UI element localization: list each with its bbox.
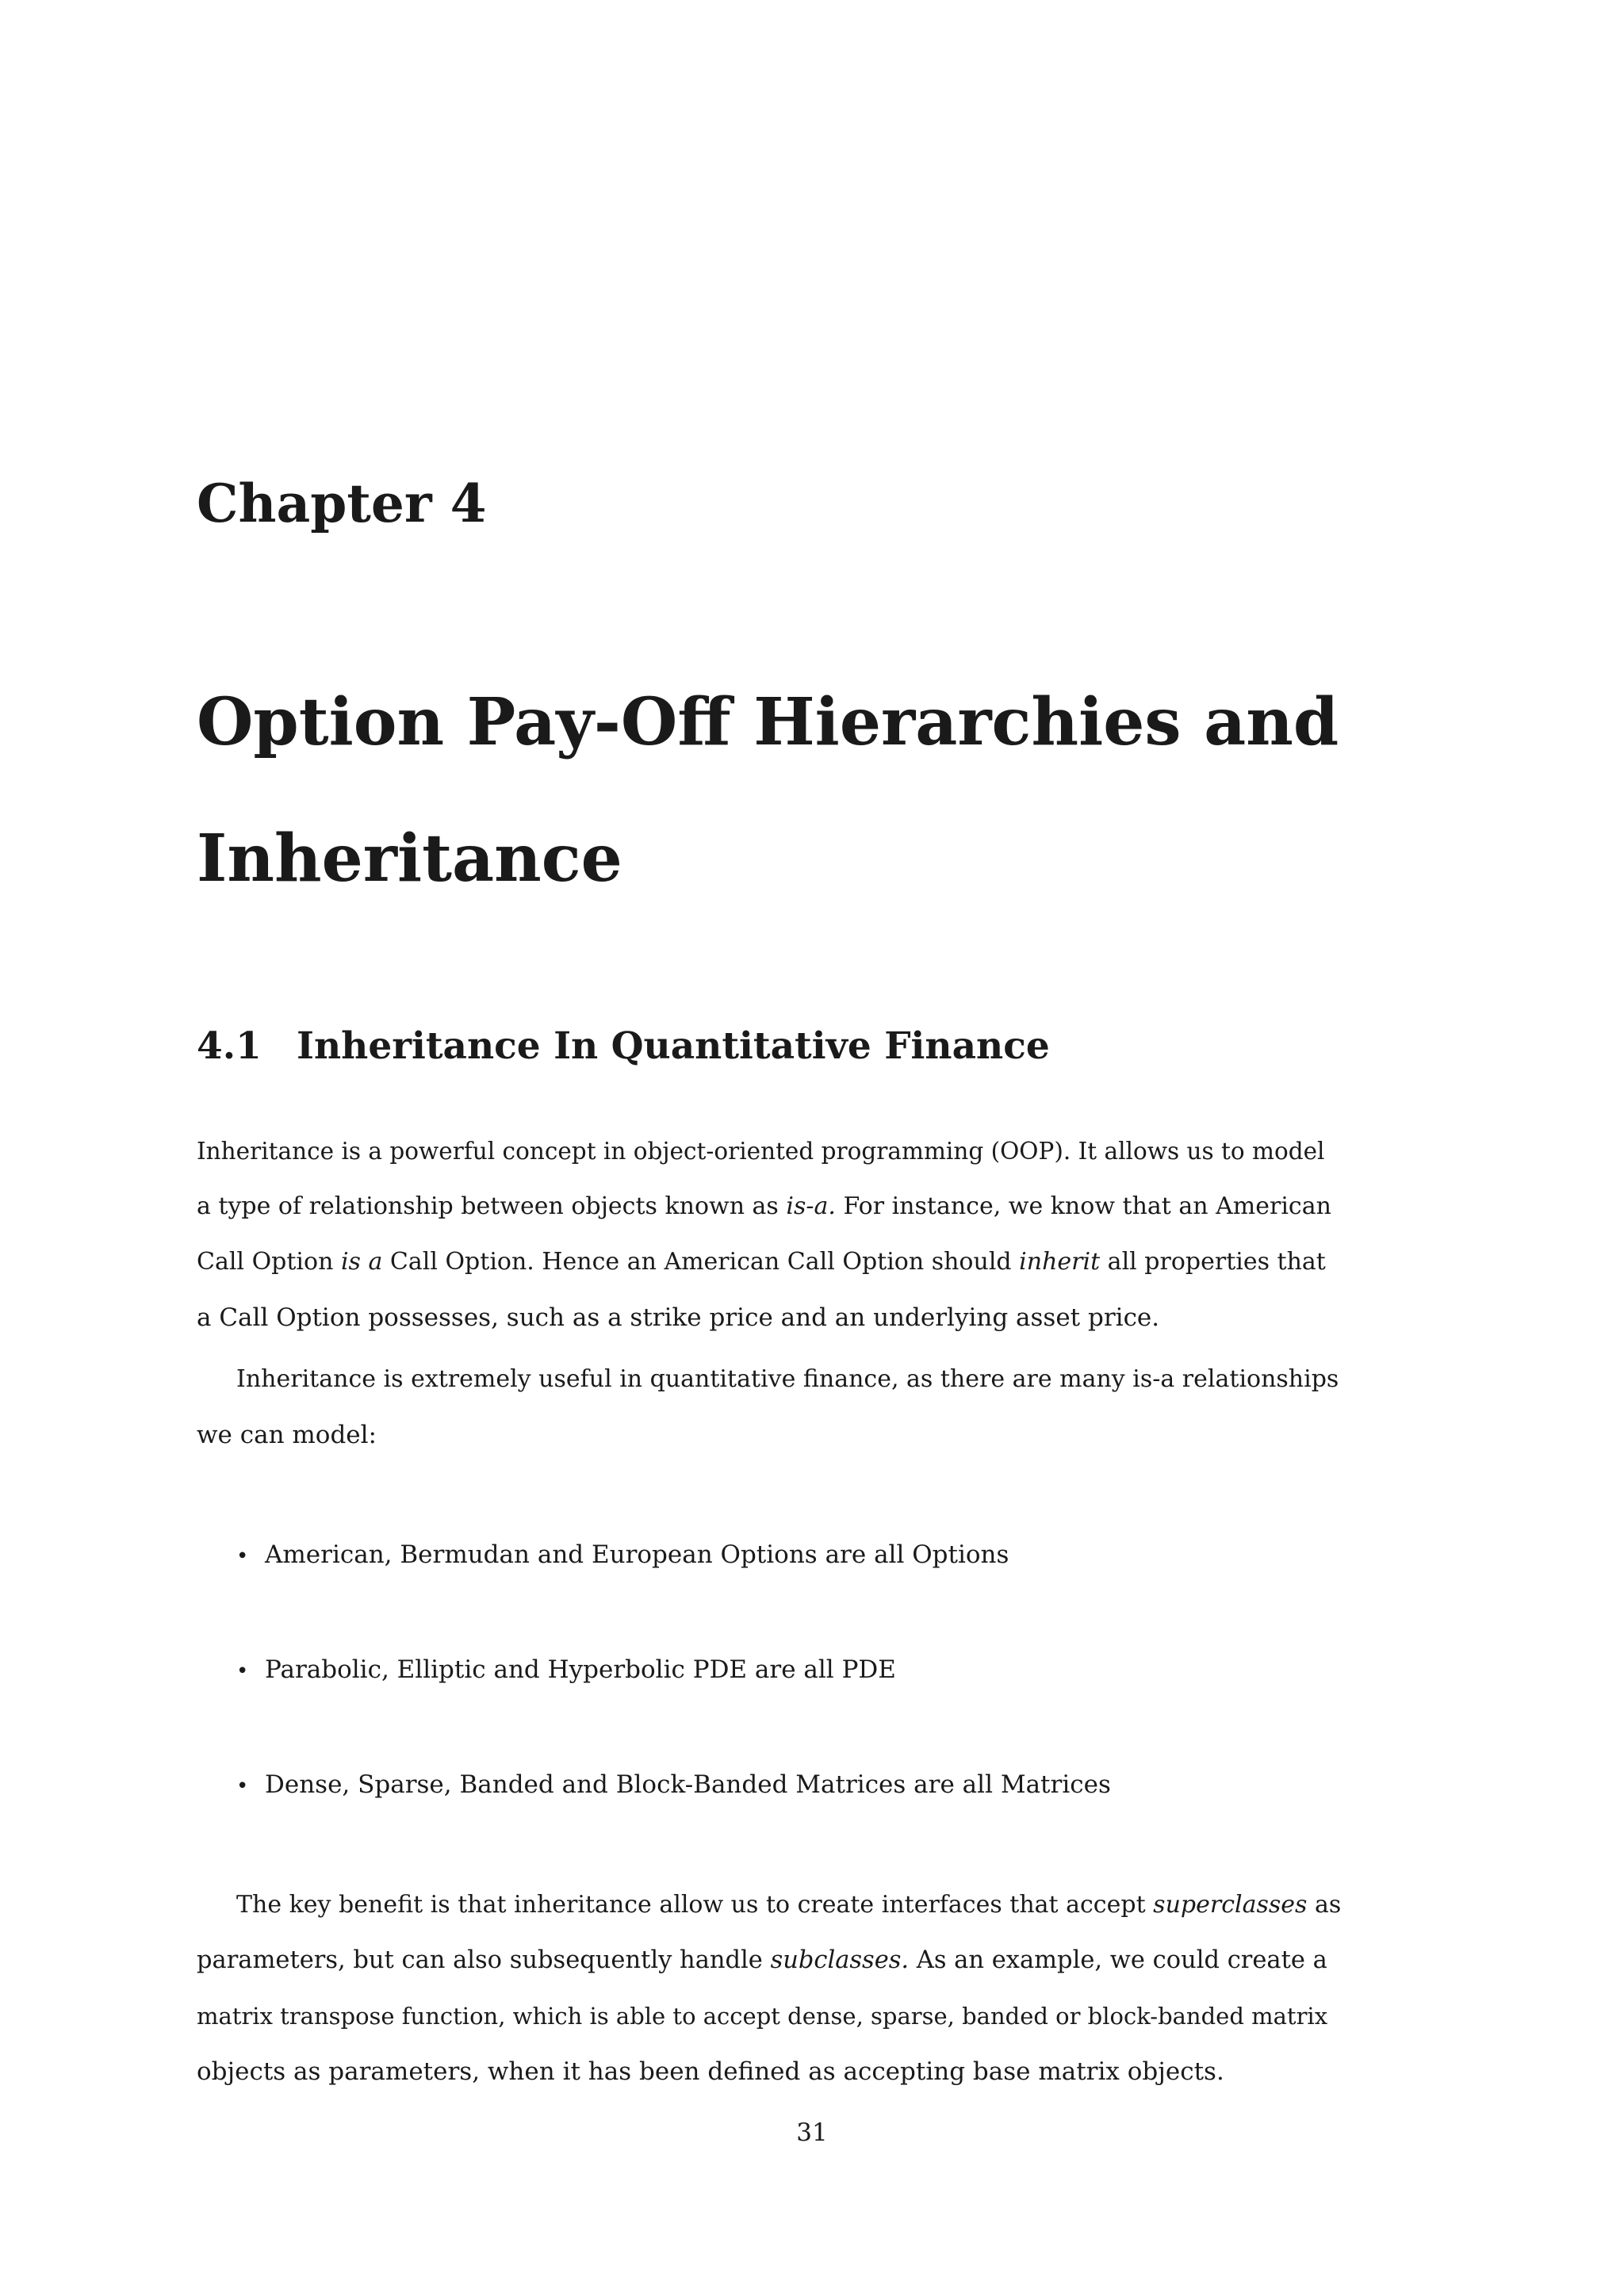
italic-term: is a <box>340 1248 383 1276</box>
list-item <box>236 1642 896 1699</box>
bullet-icon: • <box>236 1774 249 1798</box>
text-run: as <box>1307 1891 1342 1919</box>
italic-term: subclasses. <box>770 1946 910 1974</box>
bullet-icon: • <box>236 1544 249 1568</box>
text-run: parameters, but can also subsequently handle <box>197 1946 771 1974</box>
paragraph-3-line-1 <box>236 1877 1343 1933</box>
text-run: The key benefit is that inheritance allow us to create interfaces that accept <box>236 1891 1154 1919</box>
paragraph-1-line-2 <box>197 1179 1343 1234</box>
italic-term: superclasses <box>1153 1891 1308 1919</box>
paragraph-1-line-1: Inheritance is a powerful concept in object-oriented programming (OOP). It allows us to model <box>197 1138 1325 1165</box>
list-item-text: Parabolic, Elliptic and Hyperbolic PDE are all PDE <box>265 1655 896 1684</box>
italic-term: is-a. <box>786 1192 836 1220</box>
chapter-label: Chapter 4 <box>197 473 487 534</box>
list-item <box>236 1527 1009 1584</box>
paragraph-1-line-4: a Call Option possesses, such as a strike price and an underlying asset price. <box>197 1303 1160 1332</box>
italic-term: inherit <box>1019 1248 1101 1276</box>
list-item-text: American, Bermudan and European Options are all Options <box>265 1540 1009 1569</box>
paragraph-2-line-2: we can model: <box>197 1421 377 1449</box>
chapter-title-line-2: Inheritance <box>197 821 622 897</box>
bullet-icon: • <box>236 1659 249 1683</box>
text-run: all properties that <box>1100 1248 1326 1276</box>
list-item-text: Dense, Sparse, Banded and Block-Banded Matrices are all Matrices <box>265 1770 1111 1799</box>
paragraph-2-line-1: Inheritance is extremely useful in quantitative finance, as there are many is-a relationships <box>236 1365 1339 1393</box>
paragraph-3-line-4: objects as parameters, when it has been defined as accepting base matrix objects. <box>197 2057 1224 2086</box>
text-run: a type of relationship between objects known as <box>197 1192 787 1220</box>
text-run: Call Option <box>197 1248 341 1276</box>
paragraph-1-line-3 <box>197 1234 1343 1290</box>
section-title: Inheritance In Quantitative Finance <box>297 1024 1050 1068</box>
paragraph-3-line-3: matrix transpose function, which is able to accept dense, sparse, banded or block-banded matrix <box>197 2003 1328 2030</box>
section-heading <box>197 1019 1050 1074</box>
page-number: 31 <box>796 2118 828 2147</box>
section-number: 4.1 <box>197 1024 262 1068</box>
text-run: As an example, we could create a <box>909 1946 1327 1974</box>
text-run: Call Option. Hence an American Call Option should <box>382 1248 1020 1276</box>
list-item <box>236 1757 1111 1814</box>
chapter-title-line-1: Option Pay-Off Hierarchies and <box>197 684 1339 760</box>
paragraph-3-line-2 <box>197 1933 1343 1988</box>
chapter-title <box>197 654 1434 927</box>
text-run: For instance, we know that an American <box>835 1192 1331 1220</box>
